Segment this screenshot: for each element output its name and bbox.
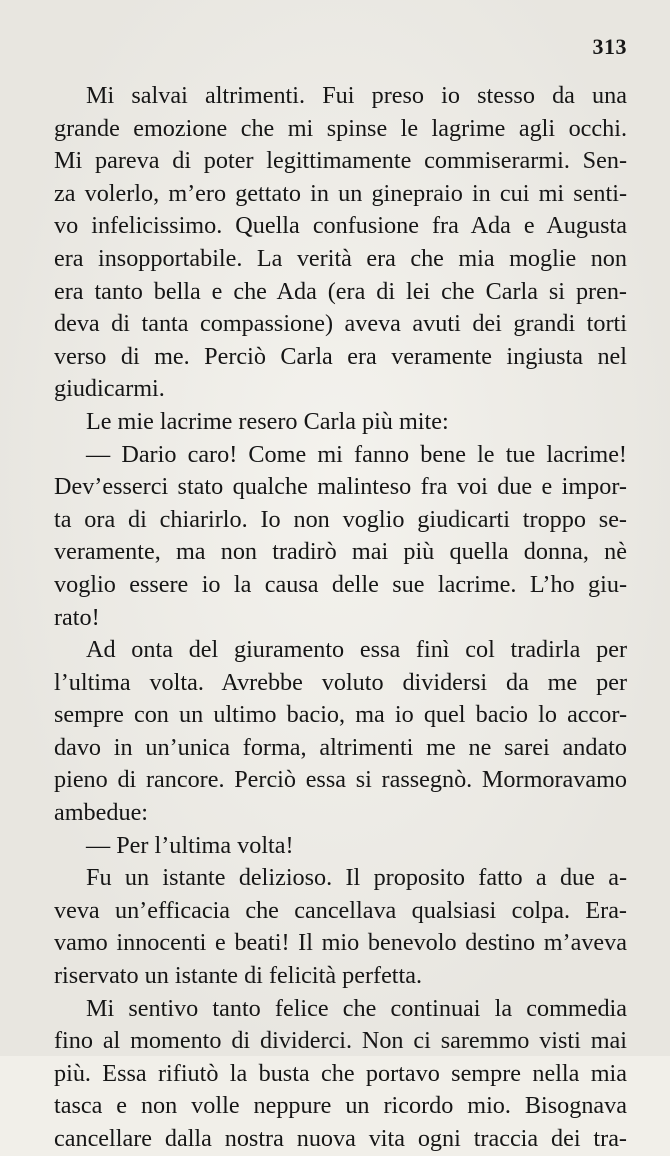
text-line: Dev’esserci stato qualche malinteso fra voi due e impor- [54,473,627,501]
text-line: riservato un istante di felicità perfetta. [54,962,423,990]
text-line: cancellare dalla nostra nuova vita ogni traccia dei tra- [54,1125,627,1152]
text-line: davo in un’unica forma, altrimenti me ne sarei andato [54,733,627,761]
text-line: deva di tanta compassione) aveva avuti dei grandi torti [54,310,627,338]
text-line: Le mie lacrime resero Carla più mite: [86,407,449,435]
text-line: Mi pareva di poter legittimamente commiserarmi. Sen- [54,147,627,175]
text-line: era insopportabile. La verità era che mia moglie non [54,244,627,272]
text-line: verso di me. Perciò Carla era veramente ingiusta nel [54,342,627,370]
body-text [54,80,627,1156]
text-line: fino al momento di dividerci. Non ci saremmo visti mai [54,1027,627,1055]
text-line: rato! [54,603,100,631]
text-line: era tanto bella e che Ada (era di lei che Carla si pren- [54,277,627,305]
text-line: vamo innocenti e beati! Il mio benevolo destino m’aveva [54,929,627,957]
text-line: voglio essere io la causa delle sue lacrime. L’ho giu- [54,570,627,598]
text-line: Mi sentivo tanto felice che continuai la commedia [86,994,627,1022]
text-line: Mi salvai altrimenti. Fui preso io stesso da una [86,82,627,109]
text-line: l’ultima volta. Avrebbe voluto dividersi da me per [54,668,627,696]
text-line: ta ora di chiarirlo. Io non voglio giudicarti troppo se- [54,505,627,533]
text-line: — Per l’ultima volta! [86,831,294,859]
text-line: veramente, ma non tradirò mai più quella donna, nè [54,538,627,566]
text-line: giudicarmi. [54,375,165,403]
text-line: più. Essa rifiutò la busta che portavo sempre nella mia [54,1059,627,1087]
text-line: Ad onta del giuramento essa finì col tradirla per [86,636,627,664]
text-line: tasca e non volle neppure un ricordo mio. Bisognava [54,1092,627,1120]
text-line: — Dario caro! Come mi fanno bene le tue lacrime! [86,440,627,468]
text-line: veva un’efficacia che cancellava qualsiasi colpa. Era- [54,896,627,924]
text-line: pieno di rancore. Perciò essa si rassegnò. Mormoravamo [54,766,627,794]
text-line: grande emozione che mi spinse le lagrime agli occhi. [54,114,627,142]
text-line: za volerlo, m’ero gettato in un ginepraio in cui mi senti- [54,179,627,207]
page-number: 313 [592,34,627,59]
text-line: sempre con un ultimo bacio, ma io quel bacio lo accor- [54,701,627,729]
text-line: vo infelicissimo. Quella confusione fra Ada e Augusta [54,212,627,240]
text-line: ambedue: [54,799,149,827]
text-line: Fu un istante delizioso. Il proposito fatto a due a- [86,864,627,892]
